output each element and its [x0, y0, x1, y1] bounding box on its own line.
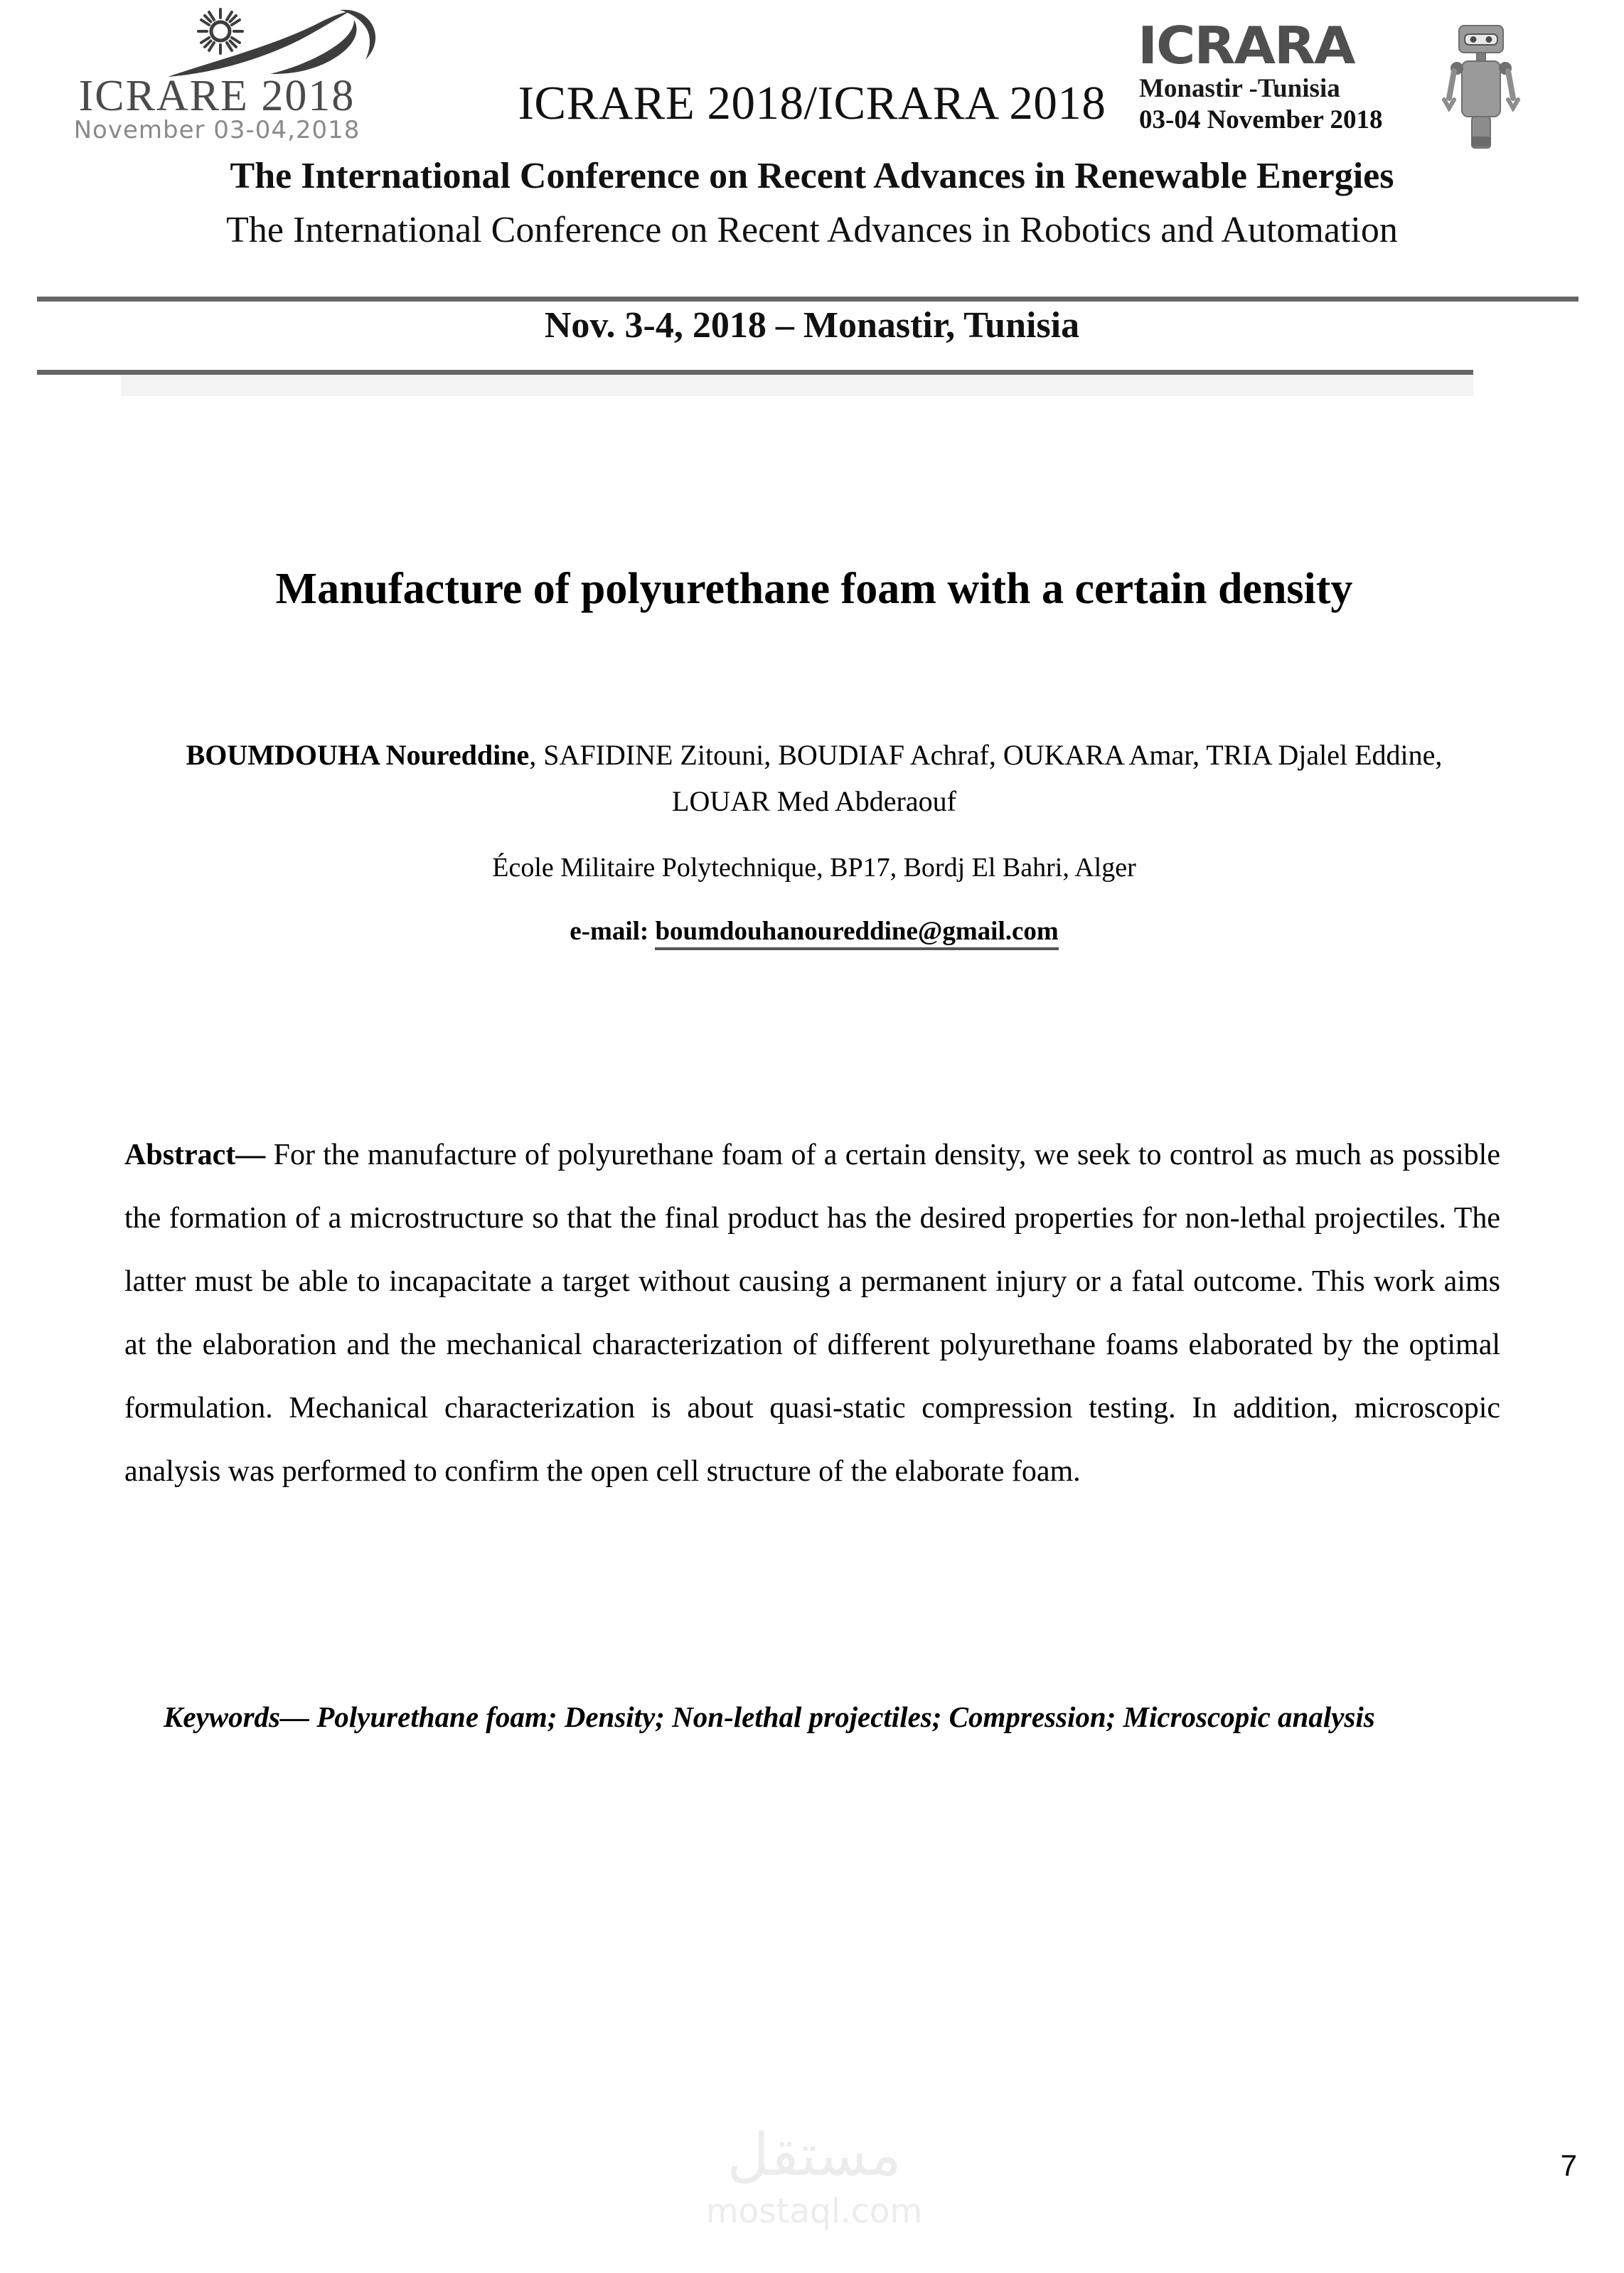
- icrare-logo-date: November 03-04,2018: [73, 116, 360, 144]
- page-title: Manufacture of polyurethane foam with a certain density: [275, 564, 1353, 613]
- conference-title-robotics-automation: The International Conference on Recent Advances in Robotics and Automation: [226, 210, 1398, 250]
- email-label: e-mail:: [570, 917, 649, 946]
- abstract-heading: Abstract—: [124, 1139, 266, 1171]
- mostaql-watermark: [672, 2122, 956, 2247]
- masthead-rule-top: [37, 297, 1578, 302]
- email-address-link[interactable]: boumdouhanoureddine@gmail.com: [655, 917, 1058, 950]
- masthead-rule-bottom: [37, 370, 1473, 375]
- icrare-logo-name: ICRARE 2018: [78, 72, 356, 120]
- icrara-logo-date: 03-04 November 2018: [1139, 105, 1383, 134]
- email-line: [142, 912, 1486, 952]
- author-list: [142, 733, 1486, 825]
- watermark-arabic-text: مستقل: [727, 2122, 902, 2189]
- conference-title-renewable-energies: The International Conference on Recent Advances in Renewable Energies: [230, 156, 1394, 196]
- author-lead: BOUMDOUHA Noureddine: [186, 739, 530, 771]
- icrara-logo-name: ICRARA: [1138, 16, 1355, 75]
- keywords-line: Keywords— Polyurethane foam; Density; Non-lethal projectiles; Compression; Microscopic analysis: [164, 1700, 1375, 1733]
- conference-date-location: Nov. 3-4, 2018 – Monastir, Tunisia: [544, 305, 1080, 346]
- conference-masthead: [0, 0, 1624, 398]
- icrara-logo-location: Monastir -Tunisia: [1139, 74, 1340, 103]
- watermark-latin-text: mostaql.com: [705, 2192, 923, 2231]
- affiliation: École Militaire Polytechnique, BP17, Bordj El Bahri, Alger: [492, 853, 1136, 883]
- page-number: 7: [1560, 2149, 1577, 2182]
- author-others: , SAFIDINE Zitouni, BOUDIAF Achraf, OUKARA Amar, TRIA Djalel Eddine, LOUAR Med Abderaouf: [529, 739, 1443, 817]
- conference-ids: ICRARE 2018/ICRARA 2018: [518, 77, 1106, 129]
- abstract-body: For the manufacture of polyurethane foam of a certain density, we seek to control as much as possible the formation of a microstructure so that the final product has the desired properties for non-lethal projectiles. The latter must be able to incapacitate a target without causing a permanent injury or a fatal outcome. This work aims at the elaboration and the mechanical characterization of different polyurethane foams elaborated by the optimal formulation. Mechanical characterization is about quasi-static compression testing. In addition, microscopic analysis was performed to confirm the open cell structure of the elaborate foam.: [124, 1139, 1500, 1489]
- masthead-gray-band: [121, 375, 1473, 396]
- abstract-paragraph: [124, 1124, 1500, 1503]
